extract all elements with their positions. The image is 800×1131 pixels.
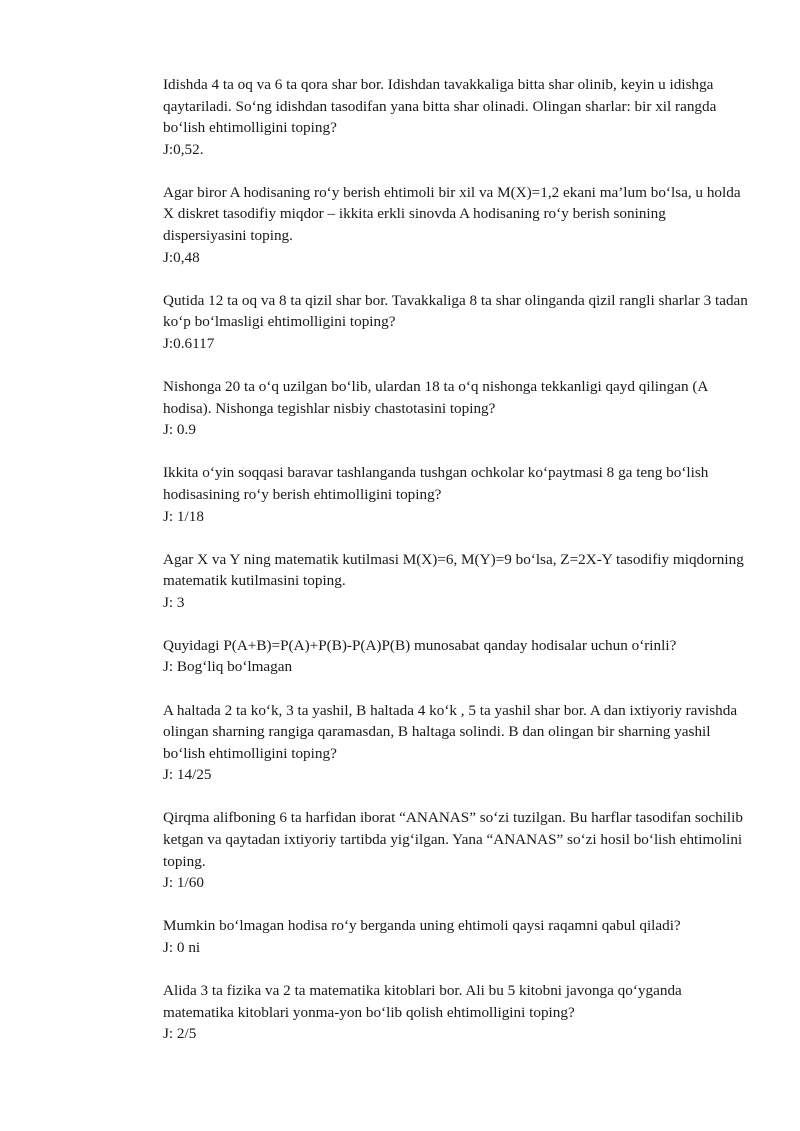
- qa-item-10: [163, 915, 753, 958]
- question-text: Qutida 12 ta oq va 8 ta qizil shar bor. Tavakkaliga 8 ta shar olinganda qizil rangli sharlar 3 tadan ko‘p bo‘lmasligi ehtimolligini toping?: [163, 291, 748, 331]
- question-text: Nishonga 20 ta o‘q uzilgan bo‘lib, ulardan 18 ta o‘q nishonga tekkanligi qayd qilingan (A hodisa). Nishonga tegishlar nisbiy chastotasini toping?: [163, 378, 708, 417]
- answer-text: J: 2/5: [163, 1025, 197, 1043]
- question-text: Alida 3 ta fizika va 2 ta matematika kitoblari bor. Ali bu 5 kitobni javonga qo‘yganda matematika kitoblari yonma-yon bo‘lib qolish ehtimolligini toping?: [163, 982, 682, 1021]
- qa-item-5: [163, 462, 753, 527]
- qa-item-7: [163, 635, 753, 678]
- qa-item-4: [163, 376, 753, 441]
- qa-item-1: [163, 74, 753, 160]
- question-text: Agar biror A hodisaning ro‘y berish ehtimoli bir xil va M(X)=1,2 ekani ma’lum bo‘lsa, u holda X diskret tasodifiy miqdor – ikkita erkli sinovda A hodisaning ro‘y berish sonining dispersiyasini toping.: [163, 183, 741, 245]
- answer-text: J: 0.9: [163, 421, 196, 439]
- qa-item-3: [163, 290, 753, 355]
- question-text: Mumkin bo‘lmagan hodisa ro‘y berganda uning ehtimoli qaysi raqamni qabul qiladi?: [163, 917, 681, 935]
- qa-item-8: [163, 700, 753, 786]
- answer-text: J:0,48: [163, 248, 200, 266]
- answer-text: J: 0 ni: [163, 938, 201, 956]
- answer-text: J: 3: [163, 593, 185, 611]
- question-text: A haltada 2 ta ko‘k, 3 ta yashil, B haltada 4 ko‘k , 5 ta yashil shar bor. A dan ixtiyoriy ravishda olingan sharning rangiga qaramasdan, B haltaga solindi. B dan olingan bir sharning yashil bo‘lish ehtimolligini toping?: [163, 701, 738, 762]
- question-text: Quyidagi P(A+B)=P(A)+P(B)-P(A)P(B) munosabat qanday hodisalar uchun o‘rinli?: [163, 636, 677, 654]
- question-text: Agar X va Y ning matematik kutilmasi M(X)=6, M(Y)=9 bo‘lsa, Z=2X-Y tasodifiy miqdorning matematik kutilmasini toping.: [163, 550, 744, 590]
- question-text: Qirqma alifboning 6 ta harfidan iborat “ANANAS” so‘zi tuzilgan. Bu harflar tasodifan sochilib ketgan va qaytadan ixtiyoriy tartibda yig‘ilgan. Yana “ANANAS” so‘zi hosil bo‘lish ehtimolini toping.: [163, 809, 743, 870]
- qa-item-6: [163, 549, 753, 614]
- question-text: Ikkita o‘yin soqqasi baravar tashlanganda tushgan ochkolar ko‘paytmasi 8 ga teng bo‘lish hodisasining ro‘y berish ehtimolligini toping?: [163, 464, 709, 503]
- question-text: Idishda 4 ta oq va 6 ta qora shar bor. Idishdan tavakkaliga bitta shar olinib, keyin u idishga qaytariladi. So‘ng idishdan tasodifan yana bitta shar olinadi. Olingan sharlar: bir xil rangda bo‘lish ehtimolligini toping?: [163, 76, 717, 137]
- answer-text: J:0.6117: [163, 334, 215, 352]
- qa-item-9: [163, 807, 753, 893]
- qa-item-11: [163, 980, 753, 1045]
- answer-text: J: Bog‘liq bo‘lmagan: [163, 658, 293, 676]
- qa-item-2: [163, 182, 753, 268]
- document-page: [163, 74, 753, 1066]
- answer-text: J: 14/25: [163, 766, 212, 784]
- answer-text: J: 1/60: [163, 874, 204, 892]
- answer-text: J: 1/18: [163, 507, 204, 525]
- answer-text: J:0,52.: [163, 140, 204, 158]
